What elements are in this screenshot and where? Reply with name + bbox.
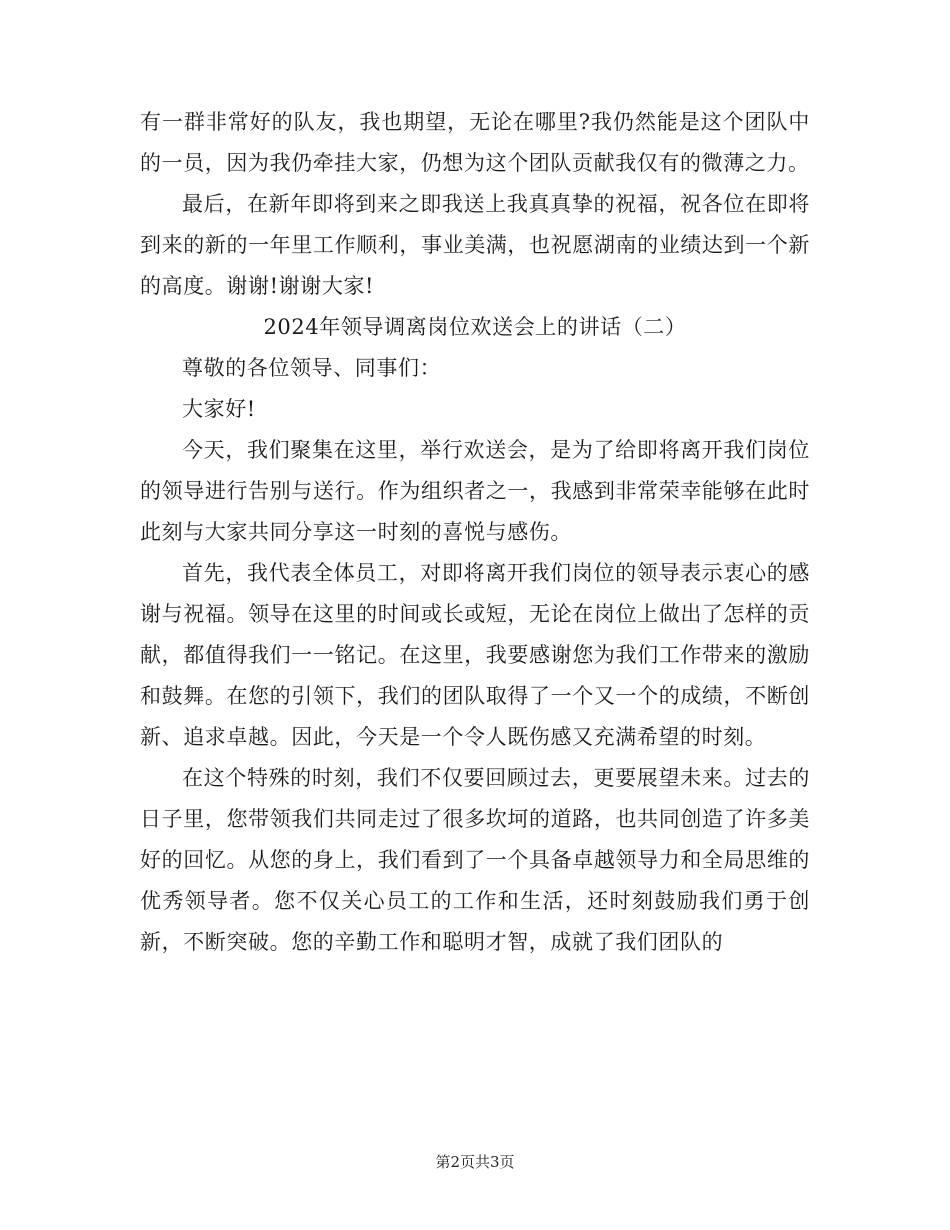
document-body <box>140 102 810 963</box>
paragraph: 有一群非常好的队友，我也期望，无论在哪里?我仍然能是这个团队中的一员，因为我仍牵挂大家，仍想为这个团队贡献我仅有的微薄之力。 <box>140 110 810 175</box>
greeting: 大家好! <box>182 397 256 421</box>
paragraph: 今天，我们聚集在这里，举行欢送会，是为了给即将离开我们岗位的领导进行告别与送行。作为组织者之一，我感到非常荣幸能够在此时此刻与大家共同分享这一时刻的喜悦与感伤。 <box>140 438 810 544</box>
section-title: 2024年领导调离岗位欢送会上的讲话（二） <box>263 315 687 339</box>
paragraph: 在这个特殊的时刻，我们不仅要回顾过去，更要展望未来。过去的日子里，您带领我们共同走过了很多坎坷的道路，也共同创造了许多美好的回忆。从您的身上，我们看到了一个具备卓越领导力和全局思维的优秀领导者。您不仅关心员工的工作和生活，还时刻鼓励我们勇于创新，不断突破。您的辛勤工作和聪明才智，成就了我们团队的 <box>140 766 810 954</box>
paragraph: 最后，在新年即将到来之即我送上我真真挚的祝福，祝各位在即将到来的新的一年里工作顺利，事业美满，也祝愿湖南的业绩达到一个新的高度。谢谢!谢谢大家! <box>140 192 810 298</box>
page-number: 第2页共3页 <box>435 1153 515 1171</box>
paragraph: 首先，我代表全体员工，对即将离开我们岗位的领导表示衷心的感谢与祝福。领导在这里的时间或长或短，无论在岗位上做出了怎样的贡献，都值得我们一一铭记。在这里，我要感谢您为我们工作带来的激励和鼓舞。在您的引领下，我们的团队取得了一个又一个的成绩，不断创新、追求卓越。因此，今天是一个令人既伤感又充满希望的时刻。 <box>140 561 810 749</box>
salutation: 尊敬的各位领导、同事们： <box>182 356 442 380</box>
